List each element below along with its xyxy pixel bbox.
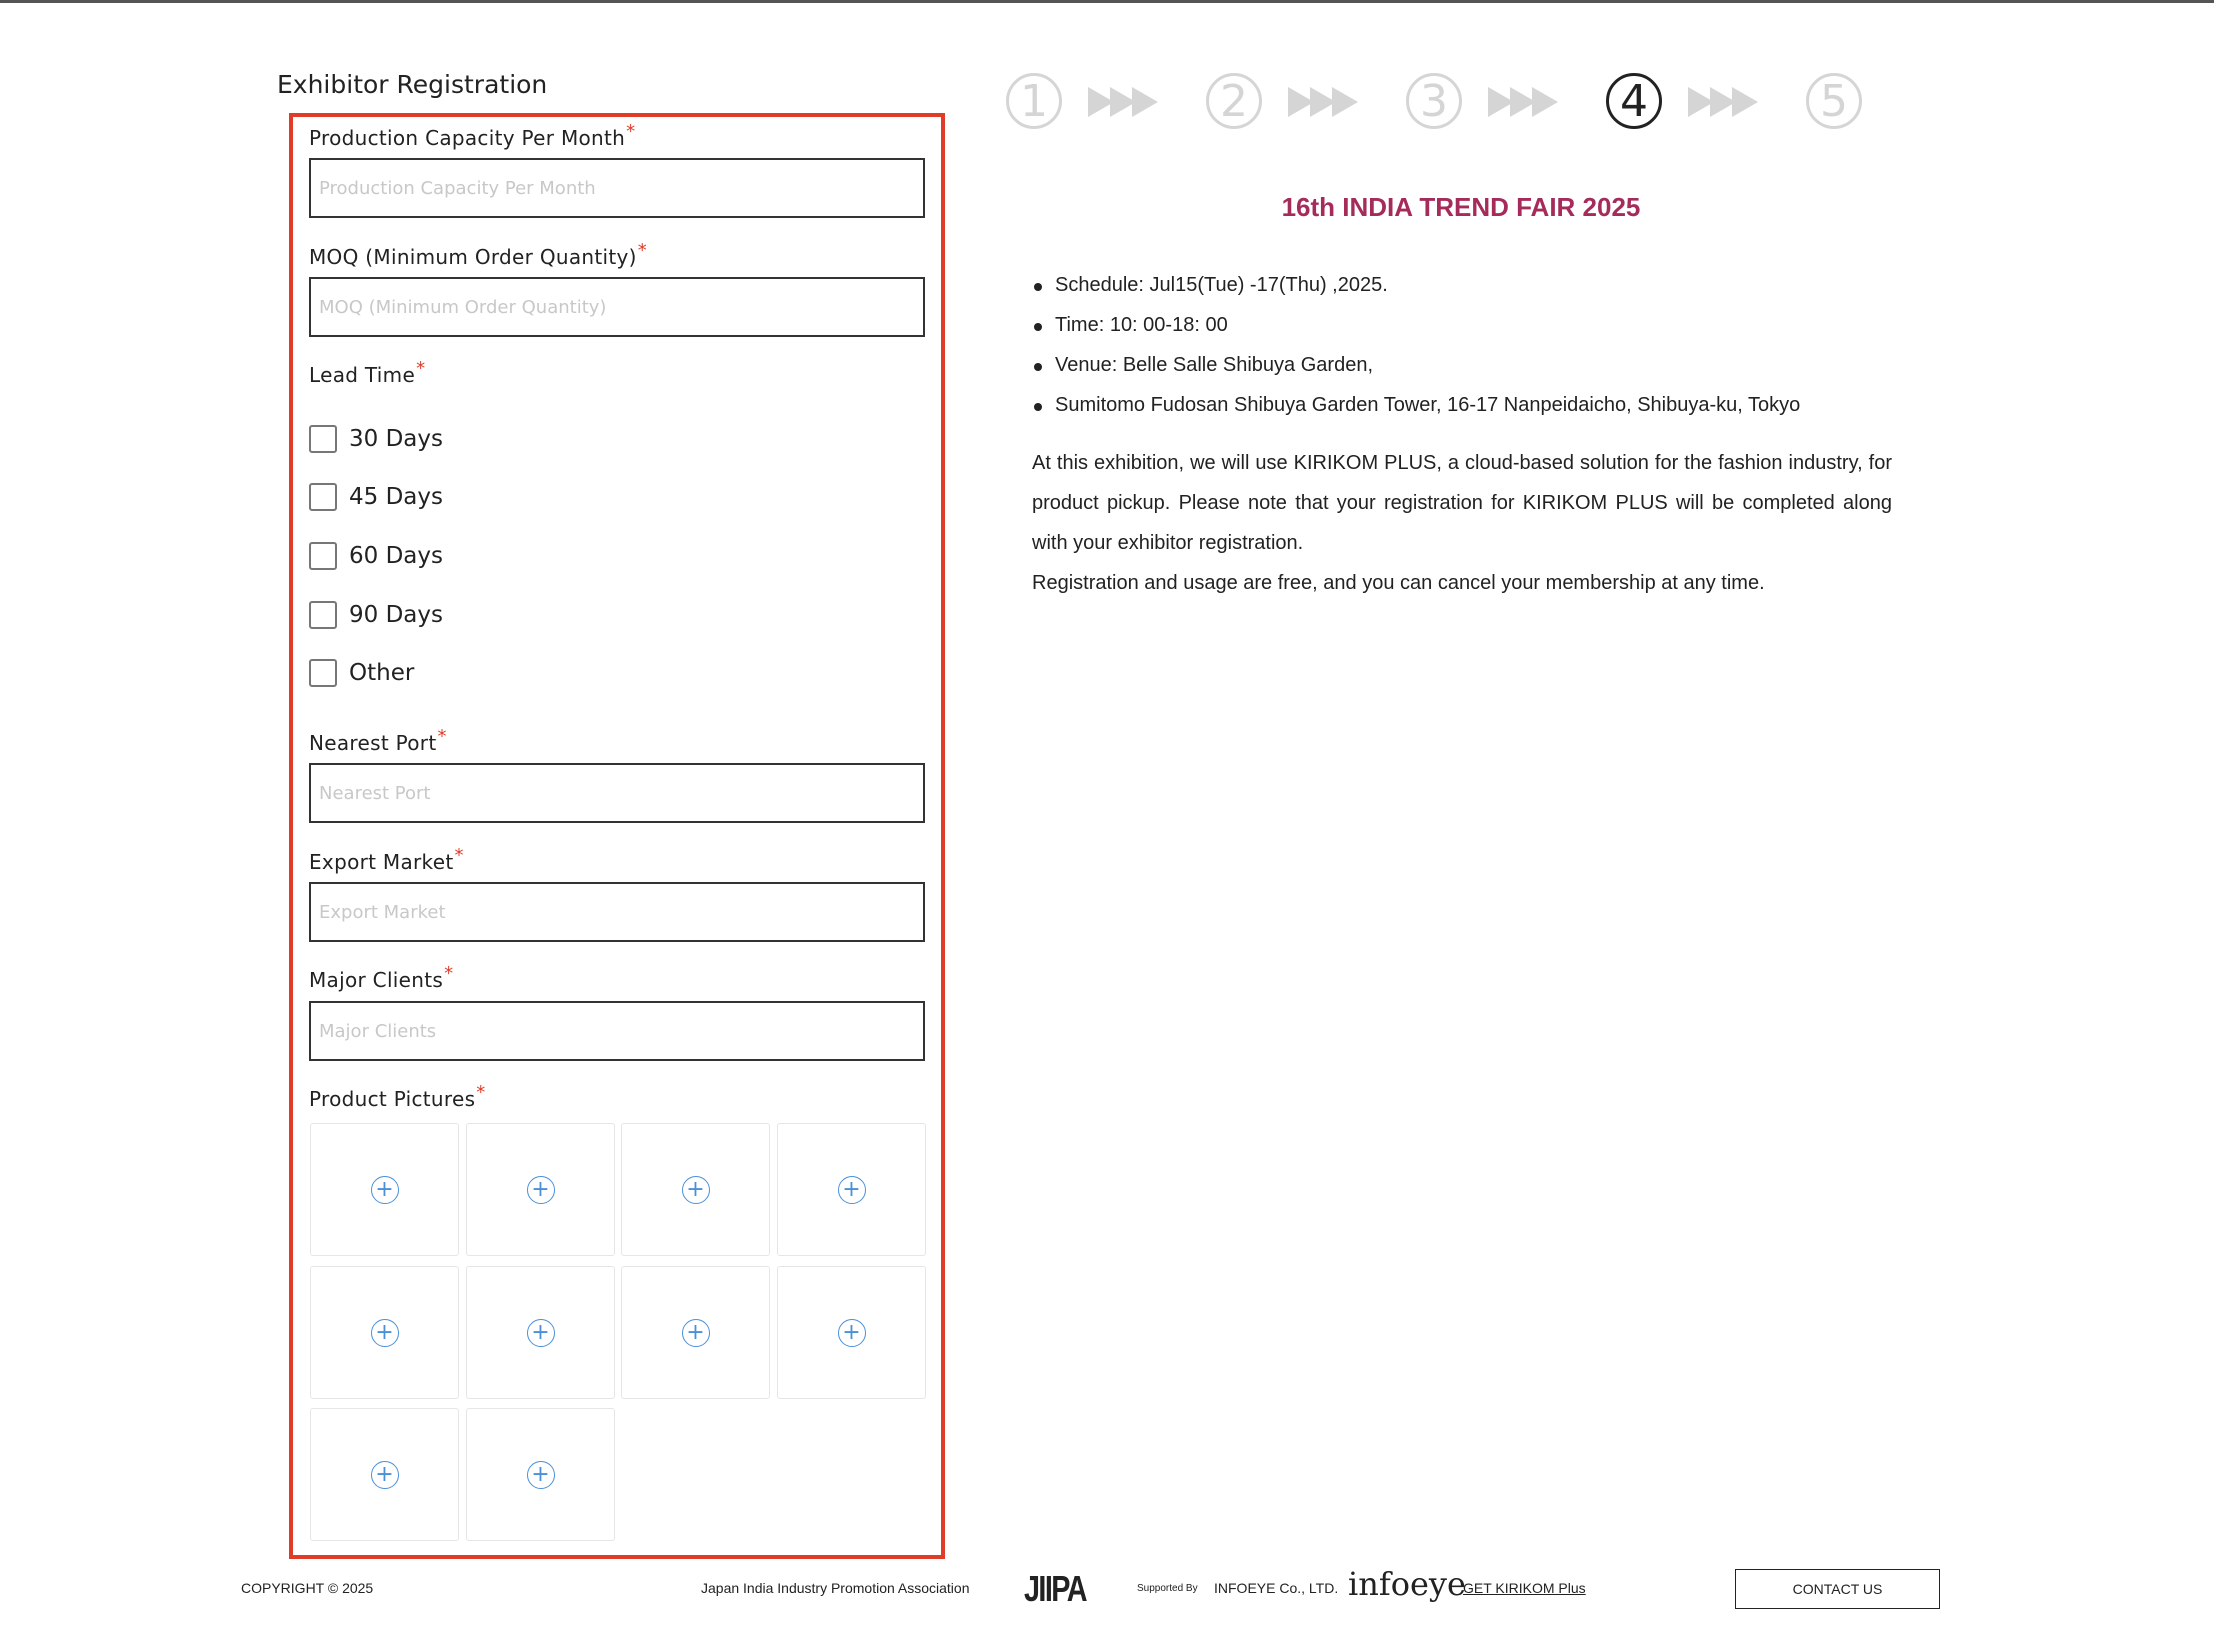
copyright: COPYRIGHT © 2025 [241, 1580, 374, 1596]
add-icon: + [838, 1176, 866, 1204]
product-picture-slot-8[interactable] [777, 1266, 926, 1399]
top-divider [0, 0, 2214, 3]
lead-time-90-days-checkbox[interactable] [309, 600, 443, 630]
schedule-item: Schedule: Jul15(Tue) -17(Thu) ,2025. [1032, 265, 1800, 305]
product-picture-slot-1[interactable] [310, 1123, 459, 1256]
add-icon: + [527, 1176, 555, 1204]
product-picture-slot-10[interactable] [466, 1408, 615, 1541]
production-capacity-label: Production Capacity Per Month* [309, 121, 636, 150]
export-market-input[interactable] [309, 882, 925, 942]
checkbox-label: 90 Days [349, 602, 443, 628]
step-2: 2 [1206, 73, 1262, 129]
address-item: Sumitomo Fudosan Shibuya Garden Tower, 16-17 Nanpeidaicho, Shibuya-ku, Tokyo [1032, 385, 1800, 425]
production-capacity-input[interactable] [309, 158, 925, 218]
product-picture-slot-2[interactable] [466, 1123, 615, 1256]
product-picture-slot-6[interactable] [466, 1266, 615, 1399]
step-arrows-icon [1488, 87, 1554, 121]
add-icon: + [371, 1176, 399, 1204]
checkbox-label: 45 Days [349, 484, 443, 510]
step-arrows-icon [1288, 87, 1354, 121]
step-5: 5 [1806, 73, 1862, 129]
moq-input[interactable] [309, 277, 925, 337]
add-icon: + [371, 1461, 399, 1489]
venue-item: Venue: Belle Salle Shibuya Garden, [1032, 345, 1800, 385]
required-mark: * [454, 845, 464, 866]
time-item: Time: 10: 00-18: 00 [1032, 305, 1800, 345]
product-picture-slot-7[interactable] [621, 1266, 770, 1399]
lead-time-30-days-checkbox[interactable] [309, 424, 443, 454]
get-kirikom-link[interactable]: GET KIRIKOM Plus [1463, 1580, 1586, 1596]
step-arrows-icon [1688, 87, 1754, 121]
association-name: Japan India Industry Promotion Association [701, 1580, 970, 1596]
kirikom-info-paragraph: At this exhibition, we will use KIRIKOM PLUS, a cloud-based solution for the fashion industry, for product pickup. Please note that your registration for KIRIKOM PLUS will be completed along with your exhibitor registration. [1032, 452, 1892, 554]
jiipa-logo: JIIPA [1024, 1568, 1086, 1609]
required-mark: * [444, 963, 454, 984]
lead-time-60-days-checkbox[interactable] [309, 541, 443, 571]
required-mark: * [416, 358, 426, 379]
fair-details-list [1032, 265, 1800, 425]
supported-by-label: Supported By [1137, 1583, 1198, 1594]
step-arrows-icon [1088, 87, 1154, 121]
lead-time-other-checkbox[interactable] [309, 658, 414, 688]
add-icon: + [371, 1319, 399, 1347]
product-pictures-label: Product Pictures* [309, 1082, 486, 1111]
checkbox-box[interactable] [309, 659, 337, 687]
checkbox-box[interactable] [309, 483, 337, 511]
form-title: Exhibitor Registration [277, 70, 548, 99]
nearest-port-label: Nearest Port* [309, 726, 447, 755]
fair-title: 16th INDIA TREND FAIR 2025 [1281, 192, 1641, 222]
product-picture-slot-4[interactable] [777, 1123, 926, 1256]
membership-info-paragraph: Registration and usage are free, and you can cancel your membership at any time. [1032, 572, 1765, 594]
infoeye-logo: infoeye [1348, 1565, 1466, 1603]
product-picture-slot-3[interactable] [621, 1123, 770, 1256]
contact-us-button[interactable]: CONTACT US [1735, 1569, 1940, 1609]
product-picture-slot-9[interactable] [310, 1408, 459, 1541]
infoeye-company: INFOEYE Co., LTD. [1214, 1580, 1339, 1596]
step-1: 1 [1006, 73, 1062, 129]
step-3: 3 [1406, 73, 1462, 129]
required-mark: * [476, 1082, 486, 1103]
add-icon: + [682, 1176, 710, 1204]
product-picture-slot-5[interactable] [310, 1266, 459, 1399]
moq-label: MOQ (Minimum Order Quantity)* [309, 240, 648, 269]
checkbox-label: 60 Days [349, 543, 443, 569]
checkbox-box[interactable] [309, 425, 337, 453]
step-4-current: 4 [1606, 73, 1662, 129]
export-market-label: Export Market* [309, 845, 464, 874]
add-icon: + [527, 1319, 555, 1347]
checkbox-label: 30 Days [349, 426, 443, 452]
add-icon: + [682, 1319, 710, 1347]
checkbox-label: Other [349, 660, 415, 686]
checkbox-box[interactable] [309, 542, 337, 570]
required-mark: * [626, 121, 636, 142]
checkbox-box[interactable] [309, 601, 337, 629]
major-clients-label: Major Clients* [309, 963, 454, 992]
nearest-port-input[interactable] [309, 763, 925, 823]
add-icon: + [838, 1319, 866, 1347]
lead-time-label: Lead Time* [309, 358, 426, 387]
major-clients-input[interactable] [309, 1001, 925, 1061]
lead-time-45-days-checkbox[interactable] [309, 482, 443, 512]
add-icon: + [527, 1461, 555, 1489]
required-mark: * [437, 726, 447, 747]
required-mark: * [637, 240, 648, 261]
